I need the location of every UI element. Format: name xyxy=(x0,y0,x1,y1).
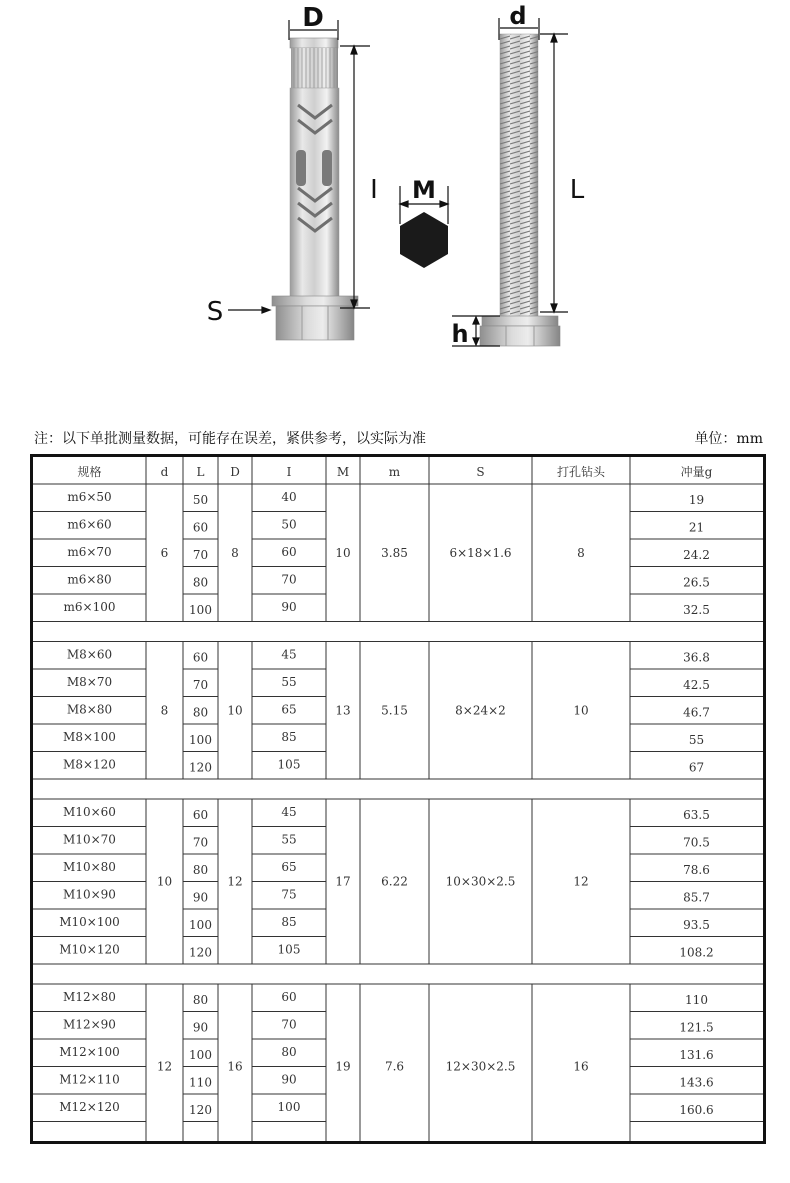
spec-cell: m6×60 xyxy=(67,517,112,532)
length-cell: 80 xyxy=(192,863,209,877)
nut-size-label: M xyxy=(412,176,436,204)
spec-cell: M8×70 xyxy=(66,675,113,689)
length-cell: 80 xyxy=(192,705,209,720)
nut-thickness-cell: 5.15 xyxy=(381,703,408,718)
fastener-diagram xyxy=(0,0,790,400)
thread-d-cell: 12 xyxy=(156,1059,173,1074)
spec-cell: M10×70 xyxy=(63,832,116,847)
spec-cell: M8×60 xyxy=(66,647,113,662)
sleeve-length-cell: 45 xyxy=(281,647,297,662)
washer-cell: 8×24×2 xyxy=(455,703,506,718)
nut-m-cell: 13 xyxy=(335,703,351,718)
drill-bit-cell: 10 xyxy=(573,703,589,718)
length-cell: 120 xyxy=(189,760,212,775)
bolt-length-label: L xyxy=(569,175,585,205)
spec-cell: M12×80 xyxy=(63,990,116,1004)
weight-cell: 55 xyxy=(688,733,705,747)
sleeve-length-cell: 90 xyxy=(281,600,297,614)
weight-cell: 67 xyxy=(688,760,705,775)
header-cell: m xyxy=(388,465,401,479)
sleeve-length-cell: 70 xyxy=(281,1017,297,1032)
sleeve-flange-label: S xyxy=(206,297,224,327)
length-cell: 80 xyxy=(192,993,209,1007)
sleeve-length-cell: 75 xyxy=(281,887,297,902)
spec-cell: M8×80 xyxy=(66,702,113,717)
sleeve-length-cell: 60 xyxy=(281,990,297,1004)
sleeve-length-label: I xyxy=(370,175,378,205)
nut-thickness-cell: 6.22 xyxy=(381,874,408,889)
drill-bit-cell: 16 xyxy=(573,1059,589,1074)
header-cell: d xyxy=(160,465,169,479)
drill-bit-cell: 8 xyxy=(577,545,585,560)
spec-cell: M12×120 xyxy=(59,1100,120,1114)
spec-table xyxy=(30,454,766,1144)
weight-cell: 131.6 xyxy=(679,1048,714,1062)
sleeve-diameter-label: D xyxy=(302,3,324,33)
spec-cell: M12×100 xyxy=(59,1045,120,1059)
spec-cell: M10×80 xyxy=(63,860,116,874)
length-cell: 60 xyxy=(192,520,209,535)
thread-d-cell: 6 xyxy=(160,545,169,560)
header-cell: L xyxy=(196,465,205,479)
unit-label: 单位：mm xyxy=(694,431,763,447)
length-cell: 100 xyxy=(189,733,212,747)
spec-cell: M10×90 xyxy=(63,887,116,902)
header-cell: M xyxy=(336,465,350,479)
length-cell: 120 xyxy=(189,1103,212,1117)
length-cell: 80 xyxy=(192,575,209,590)
washer-cell: 10×30×2.5 xyxy=(445,874,516,889)
sleeve-length-cell: 65 xyxy=(281,860,297,874)
weight-cell: 36.8 xyxy=(683,650,710,665)
weight-cell: 110 xyxy=(685,993,708,1007)
nut-m-cell: 17 xyxy=(335,874,351,889)
header-cell: D xyxy=(230,465,240,479)
length-cell: 100 xyxy=(189,1048,212,1062)
outer-d-cell: 16 xyxy=(227,1059,243,1074)
spec-cell: M8×100 xyxy=(63,730,116,744)
length-cell: 110 xyxy=(189,1075,212,1090)
spec-cell: M10×60 xyxy=(63,805,116,819)
fastener-drawing xyxy=(0,0,790,400)
weight-cell: 78.6 xyxy=(683,863,710,877)
outer-d-cell: 8 xyxy=(231,545,239,560)
weight-cell: 143.6 xyxy=(679,1075,714,1090)
sleeve-length-cell: 90 xyxy=(281,1072,297,1087)
weight-cell: 63.5 xyxy=(683,808,710,822)
sleeve-length-cell: 80 xyxy=(281,1045,297,1059)
length-cell: 60 xyxy=(192,808,209,822)
sleeve-length-cell: 45 xyxy=(281,805,297,819)
outer-d-cell: 12 xyxy=(227,874,243,889)
header-cell: 打孔钻头 xyxy=(556,465,606,479)
sleeve-length-cell: 65 xyxy=(281,702,297,717)
sleeve-length-cell: 85 xyxy=(281,730,297,744)
length-cell: 60 xyxy=(192,650,209,665)
length-cell: 90 xyxy=(192,890,209,905)
weight-cell: 21 xyxy=(688,520,705,535)
weight-cell: 26.5 xyxy=(683,575,710,590)
sleeve-anchor-image xyxy=(272,38,358,340)
sleeve-length-cell: 70 xyxy=(281,572,297,587)
nut-m-cell: 10 xyxy=(335,545,351,560)
weight-cell: 160.6 xyxy=(679,1103,714,1117)
length-cell: 50 xyxy=(192,493,209,507)
sleeve-length-cell: 55 xyxy=(281,832,297,847)
length-cell: 100 xyxy=(189,918,212,932)
thread-d-cell: 8 xyxy=(160,703,169,718)
spec-cell: M10×120 xyxy=(59,942,120,957)
header-cell: I xyxy=(286,465,292,479)
sleeve-length-cell: 105 xyxy=(277,942,301,957)
header-cell: 冲量g xyxy=(680,465,713,479)
length-cell: 70 xyxy=(192,548,209,562)
weight-cell: 19 xyxy=(688,493,705,507)
weight-cell: 121.5 xyxy=(679,1020,714,1035)
nut-thickness-cell: 3.85 xyxy=(381,545,408,560)
sleeve-length-cell: 85 xyxy=(281,915,297,929)
sleeve-length-cell: 55 xyxy=(281,675,297,689)
sleeve-length-cell: 60 xyxy=(281,545,297,559)
washer-cell: 6×18×1.6 xyxy=(449,545,512,560)
length-cell: 120 xyxy=(189,945,212,960)
spec-cell: M8×120 xyxy=(63,757,116,772)
bolt-diameter-label: d xyxy=(509,2,527,30)
length-cell: 90 xyxy=(192,1020,209,1035)
weight-cell: 70.5 xyxy=(683,835,710,850)
outer-d-cell: 10 xyxy=(227,703,243,718)
weight-cell: 46.7 xyxy=(683,705,710,720)
weight-cell: 108.2 xyxy=(679,945,714,960)
measurement-note: 注：以下单批测量数据，可能存在误差，紧供参考，以实际为准 xyxy=(34,431,426,447)
spec-table-grid xyxy=(33,457,763,1141)
weight-cell: 42.5 xyxy=(683,678,710,692)
weight-cell: 24.2 xyxy=(683,548,710,562)
spec-cell: m6×50 xyxy=(67,490,112,504)
thread-d-cell: 10 xyxy=(156,874,173,889)
bolt-head-height-label: h xyxy=(451,320,469,348)
header-cell: S xyxy=(476,465,485,479)
spec-cell: m6×70 xyxy=(67,545,112,559)
length-cell: 100 xyxy=(189,603,212,617)
spec-cell: m6×100 xyxy=(63,600,116,614)
drill-bit-cell: 12 xyxy=(573,874,589,889)
spec-cell: M10×100 xyxy=(59,915,120,929)
sleeve-length-cell: 40 xyxy=(281,490,297,504)
weight-cell: 93.5 xyxy=(683,918,710,932)
spec-cell: M12×110 xyxy=(59,1072,120,1087)
sleeve-length-cell: 100 xyxy=(277,1100,301,1114)
weight-cell: 32.5 xyxy=(683,603,710,617)
sleeve-length-cell: 50 xyxy=(281,517,297,532)
washer-cell: 12×30×2.5 xyxy=(445,1059,516,1074)
spec-cell: M12×90 xyxy=(63,1017,116,1032)
weight-cell: 85.7 xyxy=(683,890,710,905)
nut-m-cell: 19 xyxy=(335,1059,351,1074)
length-cell: 70 xyxy=(192,678,209,692)
bolt-image xyxy=(480,34,560,346)
header-cell: 规格 xyxy=(77,465,102,479)
sleeve-length-cell: 105 xyxy=(277,757,301,772)
length-cell: 70 xyxy=(192,835,209,850)
nut-thickness-cell: 7.6 xyxy=(384,1059,405,1074)
spec-cell: m6×80 xyxy=(67,572,112,587)
